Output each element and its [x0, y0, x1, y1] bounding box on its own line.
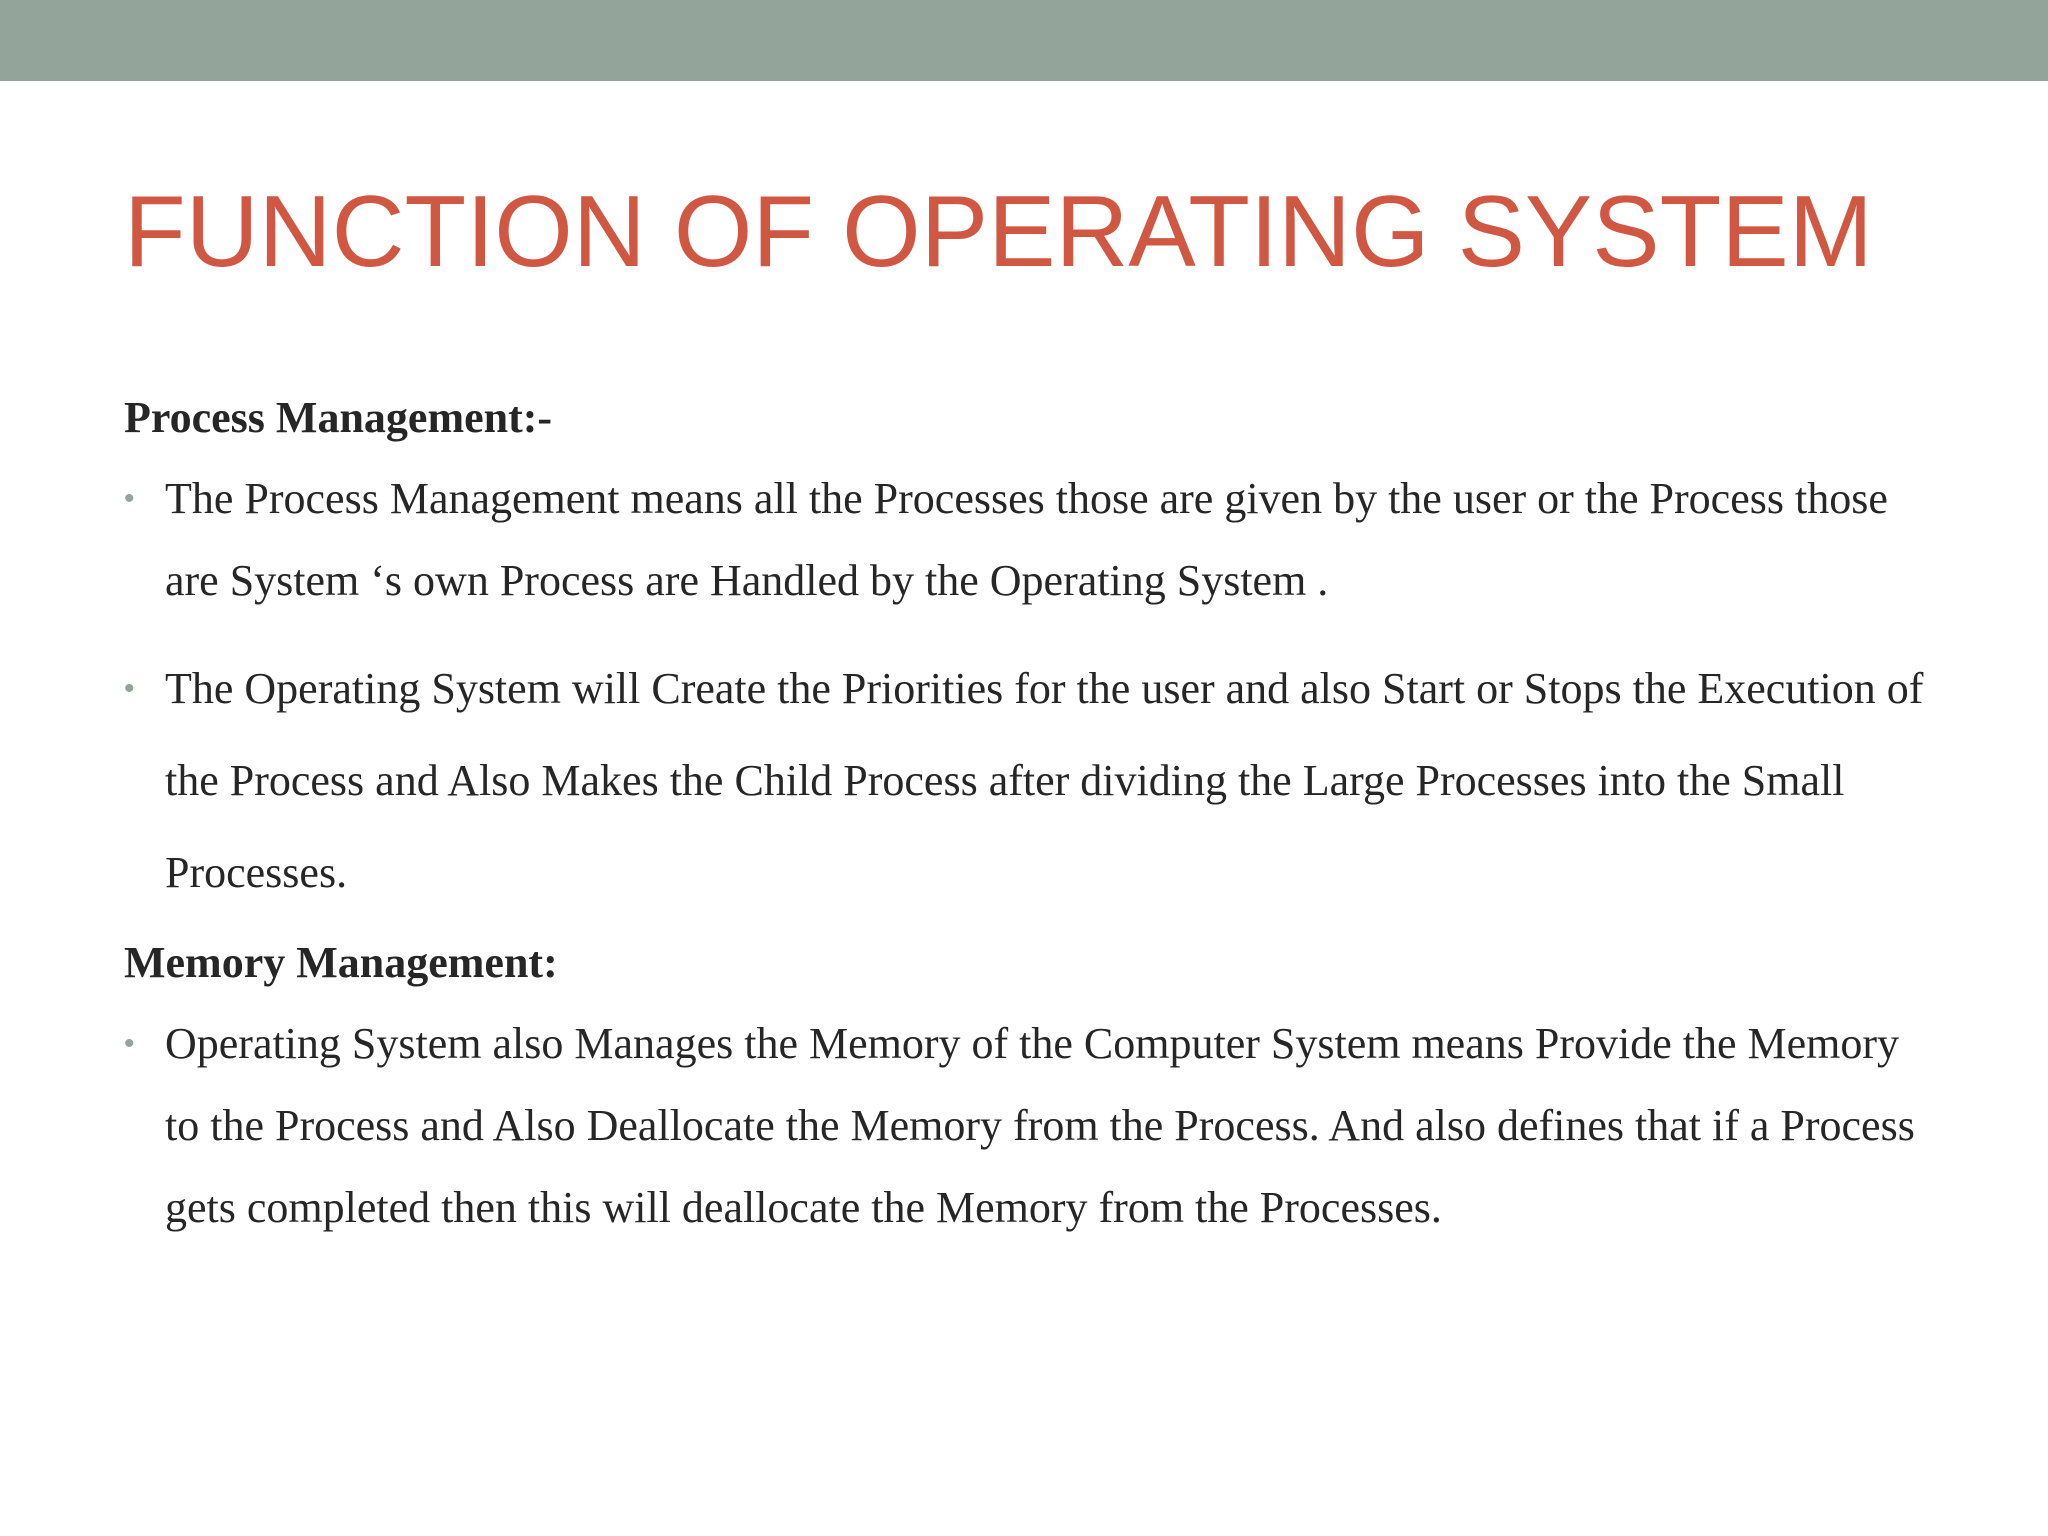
list-item	[124, 458, 1924, 622]
bullet-text: Operating System also Manages the Memory of the Computer System means Provide the Memory to the Process and Also Deallocate the Memory from the Process. And also defines that if a Process gets completed then this will deallocate the Memory from the Processes.	[165, 1019, 1915, 1232]
process-management-list	[124, 458, 1924, 919]
section-heading-memory-management: Memory Management:	[124, 938, 558, 987]
slide-content	[124, 378, 1924, 1249]
header-band	[0, 0, 2048, 81]
slide-title: FUNCTION OF OPERATING SYSTEM	[124, 176, 1873, 288]
bullet-text: The Process Management means all the Processes those are given by the user or the Process those are System ‘s own Process are Handled by the Operating System .	[165, 474, 1888, 605]
list-item	[124, 643, 1924, 919]
bullet-icon: •	[124, 482, 135, 515]
list-item	[124, 1003, 1924, 1249]
bullet-text: The Operating System will Create the Priorities for the user and also Start or Stops the Execution of the Process and Also Makes the Child Process after dividing the Large Processes into the Small Processes.	[165, 664, 1924, 897]
memory-management-list	[124, 1003, 1924, 1249]
bullet-icon: •	[124, 672, 135, 705]
bullet-icon: •	[124, 1027, 135, 1060]
section-heading-process-management: Process Management:-	[124, 393, 553, 442]
